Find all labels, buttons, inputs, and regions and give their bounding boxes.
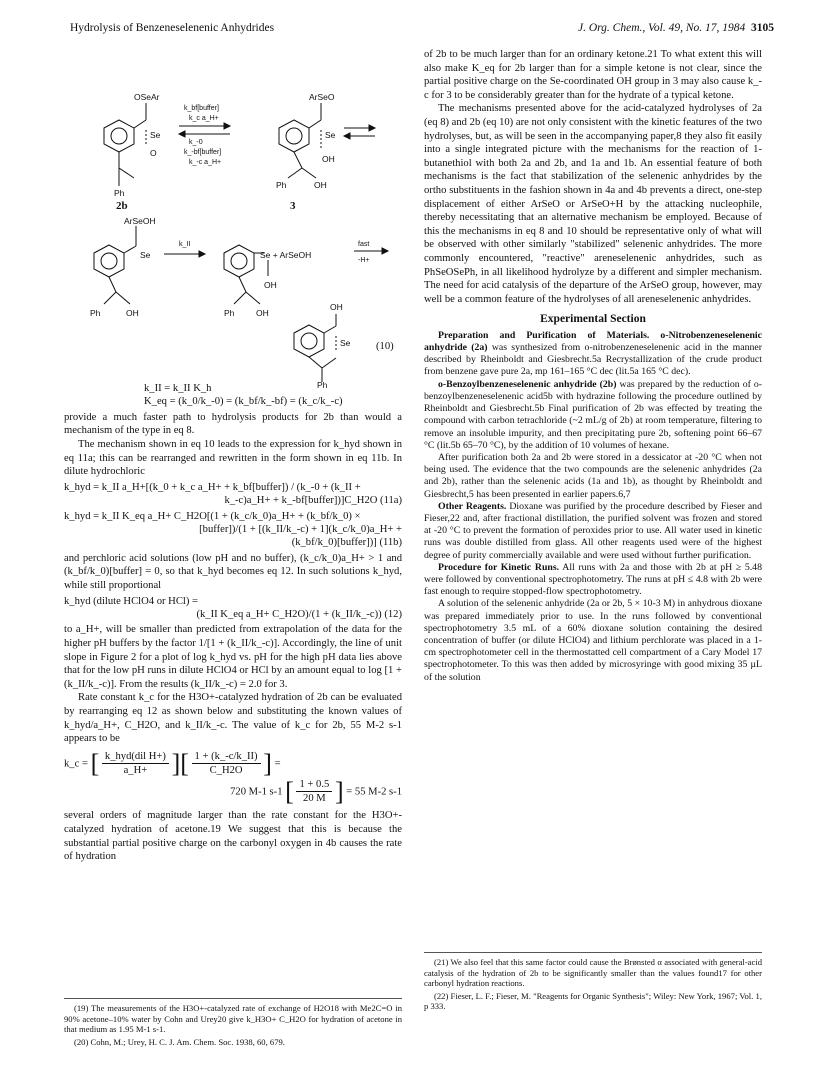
equation-lhs: k_c =: [64, 758, 88, 770]
fraction-numerator: k_hyd(dil H+): [102, 750, 169, 764]
fraction-denominator: 20 M: [303, 792, 326, 804]
aromatic-circle-2b: [111, 128, 127, 144]
svg-text:O: O: [150, 148, 157, 158]
kc-equation: k_c = [ $\frac{\text{k\_hyd(dil H+)}}{a\_H+}$ ][ $\frac{1 + (k\_-c/k\_II)}{C\_H2O}$ ] = 720 M-1 s-1 [ $\frac{1 + 0.5}{20 M}$ ] = 55 M-2 s-1: [64, 748, 402, 806]
svg-text:ArSeO: ArSeO: [309, 92, 335, 102]
fraction-numerator: 1 + 0.5: [296, 778, 332, 792]
journal-name: J. Org. Chem., Vol. 49, No. 17, 1984: [577, 22, 746, 34]
equation-line: (k_II K_eq a_H+ C_H2O)/(1 + (k_II/k_-c)) (12): [196, 609, 402, 620]
equation-result: = 55 M-2 s-1: [346, 785, 402, 797]
footnote-19: (19) The measurements of the H3O+-catalyzed rate of exchange of H2O18 with Me2C=O in 90% acetone–10% water by Cohn and Urey20 give k_H3O+ C_H2O for hydration of acetone in that medium as 1.95 M-1 s-1.: [64, 1003, 402, 1035]
paragraph: After purification both 2a and 2b were stored in a dessicator at -20 °C when not being used. The evidence that the two compounds are the selenenic anhydrides (2a and 2b), rather than the selenenic acids (1a and 1b), as thought by Rheinboldt and Giesbrecht,5 has been presented in earlier papers.6,7: [424, 451, 762, 500]
svg-text:Se + ArSeOH: Se + ArSeOH: [260, 250, 312, 260]
paragraph: A solution of the selenenic anhydride (2a or 2b, 5 × 10-3 M) in anhydrous dioxane was prepared immediately prior to use. In the runs followed by conventional spectrophotometry 3.5 mL of a 60% dioxane solution containing the desired concentration of buffer (or dilute HClO4) and lithium perchlorate was placed in a 1-cm spectrophotometer cell in the thermostatted cell compartment of a Cary Model 17 spectrophotometer. To this was then added by microsyringe with good mixing 35 µL of the solution: [424, 598, 762, 683]
compound-name: o-Benzoylbenzeneselenenic anhydride (2b): [438, 378, 617, 390]
equation-line: (k_bf/k_0)[buffer])] (11b): [291, 537, 402, 549]
svg-text:k_-c a_H+: k_-c a_H+: [189, 159, 222, 166]
paragraph: [424, 330, 762, 379]
svg-text:k_-bf[buffer]: k_-bf[buffer]: [184, 149, 222, 156]
svg-text:-H+: -H+: [358, 257, 370, 264]
paragraph-text: was synthesized from o-nitrobenzeneselenenic acid in the manner described by Rheinboldt and Giesbrecht.5a Recrystallization of the crude product from benzene gave pure 2a, mp 161–165 °C dec (lit.5a 165 °C dec).: [424, 342, 762, 378]
equation-line: k_-c)a_H+ + k_-bf[buffer])]C_H2O (11a): [224, 495, 402, 507]
paragraph-text: was prepared by the reduction of o-benzoylbenzeneselenenic acid5b with hydrazine following the procedure outlined by Rheinboldt and Giesbrecht.5b Final purification of 2b was effected by treating the compound with carbon tetrachloride (~2 mL/g of 2b) at room temperature, filtering to remove an insoluble impurity, and then precipitating pure 2b, softening point 66–67 °C (lit.5b 65–70 °C), by the addition of 10 volumes of hexane.: [424, 378, 762, 451]
page-number: 3105: [751, 22, 774, 34]
footnote-20: (20) Cohn, M.; Urey, H. C. J. Am. Chem. Soc. 1938, 60, 679.: [74, 1036, 285, 1047]
footnote-21: (21) We also feel that this same factor could cause the Brønsted α associated with general-acid catalysis of the hydration of 2b to be significantly smaller than the values found17 for other carbonyl hydration reactions.: [424, 957, 762, 989]
running-title: Hydrolysis of Benzeneselenenic Anhydrides: [70, 22, 275, 34]
paragraph: [424, 501, 762, 562]
svg-text:Ph: Ph: [224, 308, 235, 318]
paragraph: The mechanisms presented above for the acid-catalyzed hydrolyses of 2a (eq 8) and 2b (eq 10) are not only consistent with the kinetic features of the two hydrolyses, but, as will be seen in the accompanying paper,8 they also fit easily into a single integrated picture with the mechanisms for the reaction of 1-butanethiol with both 2a and 2b, and 1a and 1b. An essential feature of both mechanisms is the fact that stabilization of the selenenic anhydrides by the ortho substituents in the fashion shown in 4a and 4b prevents a direct, one-step displacement of either ArSeO or ArSeO+H by the attacking nucleophile, thereby necessitating that an alternative mechanism be employed. Because of this the mechanisms in eq 8 and 10 should be representative only of what will be observed with other similarly "stabilized" selenenic anhydrides. The more commonly encountered, "reactive" areneselenenic anhydrides, such as PhSeOSePh, in all likelihood hydrolyze by a different and simpler mechanism. The need for acid catalysis of the departure of the ArSeO group, however, may well be a common feature of the hydrolyses of all areneselenenic anhydrides.: [424, 103, 762, 305]
paragraph: of 2b to be much larger than for an ordinary ketone.21 To what extent this will also make K_eq for 2b larger than for a simple ketone is not clear, since the partial positive charge on the Se-coordinated OH group in 3 may also cause k_-c for 3 to be considerably greater than for the hydrate of a typical ketone.: [424, 49, 762, 101]
kii-relation: k_II = k_II K_h: [144, 383, 212, 394]
equation-11b: [64, 510, 402, 550]
equation-line: k_hyd (dilute HClO4 or HCl) =: [64, 595, 198, 607]
svg-text:OH: OH: [256, 308, 269, 318]
paragraph-heading: Preparation and Purification of Materials.: [438, 329, 650, 341]
svg-text:Ph: Ph: [276, 180, 287, 190]
svg-text:k_-0: k_-0: [189, 139, 203, 146]
compound-name: o-Nitrobenzeneselenenic anhydride (2a): [424, 329, 762, 354]
paragraph: to a_H+, will be smaller than predicted from extrapolation of the data for the higher pH buffers by the factor 1/[1 + (k_II/k_-c)]. Accordingly, the line of unit slope in Figure 2 for a plot of log k_hyd vs. pH for the high pH data lies above that for the low pH runs in dilute HClO4 or HCl by an amount equal to log [1 + (k_II/k_-c)]. From the results (k_II/k_-c) = 2.0 for 3.: [64, 624, 402, 690]
reaction-scheme-drawing: [64, 48, 402, 388]
svg-text:OSeAr: OSeAr: [134, 92, 160, 102]
paragraph-heading: Other Reagents.: [438, 500, 507, 512]
footnotes-left: [64, 998, 402, 1049]
paragraph: several orders of magnitude larger than the rate constant for the H3O+-catalyzed hydration of acetone.19 We suggest that this is because the substantial partial positive charge on the carbonyl oxygen in 4b causes the rate of hydration: [64, 810, 402, 863]
svg-text:fast: fast: [358, 241, 370, 248]
svg-text:Se: Se: [150, 130, 161, 140]
equation-value: 720 M-1 s-1: [230, 785, 283, 797]
paragraph: The mechanism shown in eq 10 leads to the expression for k_hyd shown in eq 11a; this can be rearranged and rewritten in the form shown in eq 11b. In dilute hydrochloric: [64, 439, 402, 478]
svg-text:Ph: Ph: [317, 380, 328, 388]
equation-line: k_hyd = k_II a_H+[(k_0 + k_c a_H+ + k_bf[buffer]) / (k_-0 + (k_II +: [64, 481, 361, 493]
footnote-22: (22) Fieser, L. F.; Fieser, M. "Reagents for Organic Synthesis"; Wiley: New York, 1967; Vol. 1, p 333.: [424, 990, 762, 1012]
fraction-numerator: 1 + (k_-c/k_II): [192, 750, 261, 764]
svg-text:ArSeOH: ArSeOH: [124, 216, 156, 226]
benzene-ring-3: [279, 120, 309, 152]
paragraph-text: All runs with 2a and those with 2b at pH ≥ 5.48 were followed by conventional spectrophotometry. The runs at pH ≤ 4.8 with 2b were fast enough to require stopped-flow spectrophotometry.: [424, 561, 762, 598]
paragraph: and perchloric acid solutions (low pH and no buffer), (k_c/k_0)a_H+ > 1 and (k_bf/k_0)[buffer] = 0, so that k_hyd becomes eq 12. In such solutions k_hyd, while still proportional: [64, 552, 402, 591]
page-header: [70, 22, 774, 38]
footnotes-right: [424, 952, 762, 1014]
paragraph-text: Dioxane was purified by the procedure described by Fieser and Fieser,22 and, after fractional distillation, the purified solvent was frozen and stored at -20 °C to prevent the formation of peroxides prior to use. All water used in kinetic runs was double distilled from glass. All other reagents used were of the highest degree of purity commercially available and were used without further purification.: [424, 500, 762, 561]
keq-relation: K_eq = (k_0/k_-0) = (k_bf/k_-bf) = (k_c/k_-c): [144, 396, 343, 408]
equation-number-10: (10): [376, 341, 394, 352]
paragraph-heading: Procedure for Kinetic Runs.: [438, 561, 560, 573]
svg-text:OH: OH: [330, 302, 343, 312]
svg-text:k_II: k_II: [179, 241, 191, 248]
svg-text:OH: OH: [322, 154, 335, 164]
compound-label-3: 3: [290, 200, 296, 212]
equation-12: [64, 595, 402, 622]
svg-text:OH: OH: [264, 280, 277, 290]
svg-text:Ph: Ph: [90, 308, 101, 318]
section-title: Experimental Section: [540, 313, 646, 326]
left-column: [64, 48, 402, 864]
equation-line: k_hyd = k_II K_eq a_H+ C_H2O[(1 + (k_c/k_0)a_H+ + (k_bf/k_0) ×: [64, 510, 361, 522]
svg-text:Ph: Ph: [114, 188, 125, 198]
paragraph: provide a much faster path to hydrolysis products for 2b than would a mechanism of the type in eq 8.: [64, 411, 402, 437]
svg-text:OH: OH: [314, 180, 327, 190]
equation-11a: [64, 481, 402, 508]
svg-text:k_bf[buffer]: k_bf[buffer]: [184, 105, 219, 112]
paragraph: Rate constant k_c for the H3O+-catalyzed hydration of 2b can be evaluated by rearranging eq 12 as shown below and substituting the known values of k_hyd/a_H+, C_H2O, and k_II/k_-c. The value of k_c for 2b, 55 M-2 s-1 appears to be: [64, 692, 402, 745]
equation-line: [buffer])/(1 + [(k_II/k_-c) + 1](k_c/k_0)a_H+ +: [199, 524, 402, 535]
compound-label-2b: 2b: [116, 200, 128, 212]
svg-text:Se: Se: [325, 130, 336, 140]
paragraph: [424, 379, 762, 452]
benzene-ring-2b: [104, 120, 134, 152]
fraction-denominator: C_H2O: [209, 765, 243, 777]
svg-text:k_c a_H+: k_c a_H+: [189, 115, 219, 122]
journal-citation: [578, 22, 774, 34]
svg-text:Se: Se: [140, 250, 151, 260]
svg-text:OH: OH: [126, 308, 139, 318]
paragraph: [424, 562, 762, 599]
right-column: [424, 48, 762, 684]
reaction-scheme: [64, 48, 402, 388]
fraction-denominator: a_H+: [123, 765, 148, 777]
svg-text:Se: Se: [340, 338, 351, 348]
